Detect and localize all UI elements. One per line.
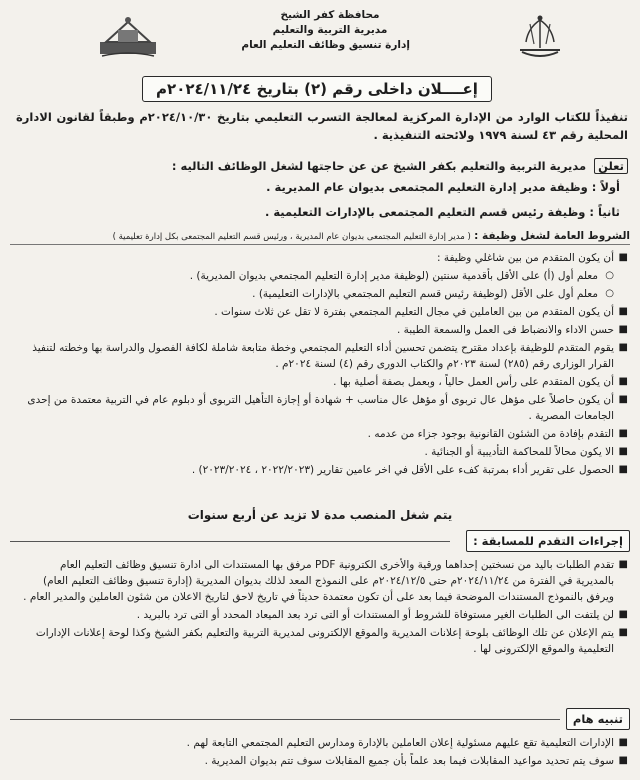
bullet-icon: ■	[618, 342, 628, 353]
governorate-name: محافظة كفر الشيخ	[280, 9, 380, 21]
announcement-title: إعــــلان داخلى رقم (٢) بتاريخ ٢٠٢٤/١١/٢٤م	[142, 76, 492, 102]
announce-tag: تعلن	[594, 158, 628, 174]
intro-paragraph: تنفيذاً للكتاب الوارد من الإدارة المركزية لمعالجة التسرب التعليمي بتاريخ ٢٠٢٤/١٠/٣٠م وطبقاً لقانون الادارة المحلية رقم ٤٣ لسنة ١٩٧٩ ولائحته التنفيذية .	[16, 110, 628, 142]
bullet-icon: ■	[618, 559, 628, 570]
warning-title: تنبيه هام	[566, 708, 630, 730]
term-notice: يتم شغل المنصب مدة لا تزيد عن أربع سنوات	[187, 508, 453, 522]
bullet-icon: ■	[618, 627, 628, 638]
bullet-icon: ○	[605, 270, 614, 281]
conditions-label: الشروط العامة لشغل وظيفة :	[474, 230, 630, 242]
bullet-icon: ■	[618, 737, 628, 748]
letterhead	[0, 6, 640, 68]
list-item-text: أن يكون المتقدم من بين العاملين في مجال التعليم المجتمعي بفترة لا تقل عن ثلاث سنوات .	[214, 306, 614, 318]
list-item-text: لن يلتفت الى الطلبات الغير مستوفاة للشروط أو المستندات أو التى ترد بعد الميعاد المحدد أو التى ترد بالبريد .	[136, 609, 614, 621]
conditions-heading	[10, 230, 630, 245]
procedures-list	[22, 557, 628, 659]
list-item	[22, 625, 628, 657]
list-item	[22, 250, 628, 266]
bullet-icon: ■	[618, 306, 628, 317]
list-item-text: التقدم بإفادة من الشئون القانونية بوجود جزاء من عدمه .	[367, 428, 614, 440]
list-item-text: معلم أول (أ) على الأقل بأقدمية سنتين (لوظيفة مدير إدارة التعليم المجتمعي بديوان المديرية) .	[189, 270, 598, 282]
list-item-text: أن يكون المتقدم من بين شاغلي وظيفة :	[436, 252, 614, 264]
list-item-text: الا يكون محالاً للمحاكمة التأديبية أو الجنائية .	[424, 446, 614, 458]
list-item	[22, 753, 628, 769]
conditions-list	[22, 250, 628, 480]
directorate-name: مديرية التربية والتعليم	[272, 24, 388, 36]
bullet-icon: ■	[618, 394, 628, 405]
announce-text: مديرية التربية والتعليم بكفر الشيخ عن عن حاجتها لشغل الوظائف التاليه :	[171, 159, 587, 173]
list-item-text: الحصول على تقرير أداء بمرتبة كفء على الأقل في اخر عامين تقارير (٢٠٢٢/٢٠٢٣ ، ٢٠٢٣/٢٠٢٤) .	[191, 464, 614, 476]
procedures-title: إجراءات التقدم للمسابقة :	[466, 530, 630, 552]
list-item	[22, 322, 628, 338]
list-item	[22, 304, 628, 320]
header-text	[241, 8, 410, 53]
list-item-text: معلم أول على الأقل (لوظيفة رئيس قسم التعليم المجتمعي بالإدارات التعليمية) .	[252, 288, 598, 300]
list-item-text: أن يكون المتقدم على رأس العمل حالياً ، وبعمل بصفة أصلية بها .	[333, 376, 614, 388]
list-item-text: يتم الإعلان عن تلك الوظائف بلوحة إعلانات المديرية والموقع الإلكترونى لمديرية التربية والتعليم بكفر الشيخ وكذا لوحة إعلانات الإدارات التعليمية والموقع الإلكترونى لها .	[35, 627, 614, 655]
list-item	[22, 462, 628, 478]
list-item	[22, 268, 628, 284]
bullet-icon: ■	[618, 755, 628, 766]
list-item	[22, 607, 628, 623]
list-item-text: الإدارات التعليمية تقع عليهم مسئولية إعلان العاملين بالإدارة ومدارس التعليم المجتمعي التابعة لهم .	[186, 737, 614, 749]
list-item-text: تقدم الطلبات باليد من نسختين إحداهما ورقية والأخرى الكترونية PDF مرفق بها المستندات الى ادارة تنسيق وظائف التعليم العام بالمديرية في الفترة من ٢٠٢٤/١١/٢٤م حتى ٢٠٢٤/١٢/٥م على النموذج المعد لذلك بديوان المديرية (إدارة تنسيق وظائف التعليم العام) ويرفق بالنموذج المستندات الموضحة فيما بعد على أن تكون معتمدة حديثاً في تاريخ لاحق لتاريخ الاعلان من شئون العاملين والمدير العام .	[23, 559, 614, 603]
list-item	[22, 735, 628, 751]
bullet-icon: ■	[618, 428, 628, 439]
bullet-icon: ■	[618, 252, 628, 263]
bullet-icon: ■	[618, 609, 628, 620]
warning-divider	[10, 719, 560, 720]
list-item	[22, 392, 628, 424]
bullet-icon: ○	[605, 288, 614, 299]
job-first: أولاً : وظيفة مدير إدارة التعليم المجتمعى بديوان عام المديرية .	[266, 180, 620, 194]
warning-list	[22, 735, 628, 771]
bullet-icon: ■	[618, 324, 628, 335]
job-second: ثانياً : وظيفة رئيس قسم التعليم المجتمعى بالإدارات التعليمية .	[264, 205, 620, 219]
list-item	[22, 444, 628, 460]
announce-line	[16, 158, 628, 175]
governorate-emblem-icon	[512, 12, 568, 62]
department-name: إدارة تنسيق وظائف التعليم العام	[241, 39, 410, 51]
procedures-divider	[10, 541, 450, 542]
list-item	[22, 557, 628, 605]
bullet-icon: ■	[618, 376, 628, 387]
list-item	[22, 426, 628, 442]
bullet-icon: ■	[618, 446, 628, 457]
list-item	[22, 340, 628, 372]
directorate-logo-icon	[96, 12, 160, 60]
list-item-text: حسن الاداء والانضباط فى العمل والسمعة الطيبة .	[396, 324, 614, 336]
list-item-text: سوف يتم تحديد مواعيد المقابلات فيما بعد علماً بأن جميع المقابلات سوف تتم بديوان المديرية .	[204, 755, 614, 767]
conditions-note: ( مدير إدارة التعليم المجتمعى بديوان عام المديرية ، ورئيس قسم التعليم المجتمعى بكل إدارة تعليمية )	[112, 232, 471, 242]
list-item-text: يقوم المتقدم للوظيفة بإعداد مقترح يتضمن تحسين أداء التعليم المجتمعي وخطة متابعة شاملة لكافة الفصول والدراسة بها وخطته لتنفيذ القرار الوزارى رقم (٢٨٥) لسنة ٢٠٢٣م والكتاب الدورى رقم (٤) لسنة ٢٠٢٤م .	[32, 342, 614, 370]
list-item	[22, 374, 628, 390]
list-item-text: أن يكون حاصلاً على مؤهل عال تربوى أو مؤهل عال مناسب + شهادة أو إجازة التأهيل التربوى أو دبلوم عام في التربية معتمدة من إحدى الجامعات المصرية .	[27, 394, 614, 422]
bullet-icon: ■	[618, 464, 628, 475]
list-item	[22, 286, 628, 302]
